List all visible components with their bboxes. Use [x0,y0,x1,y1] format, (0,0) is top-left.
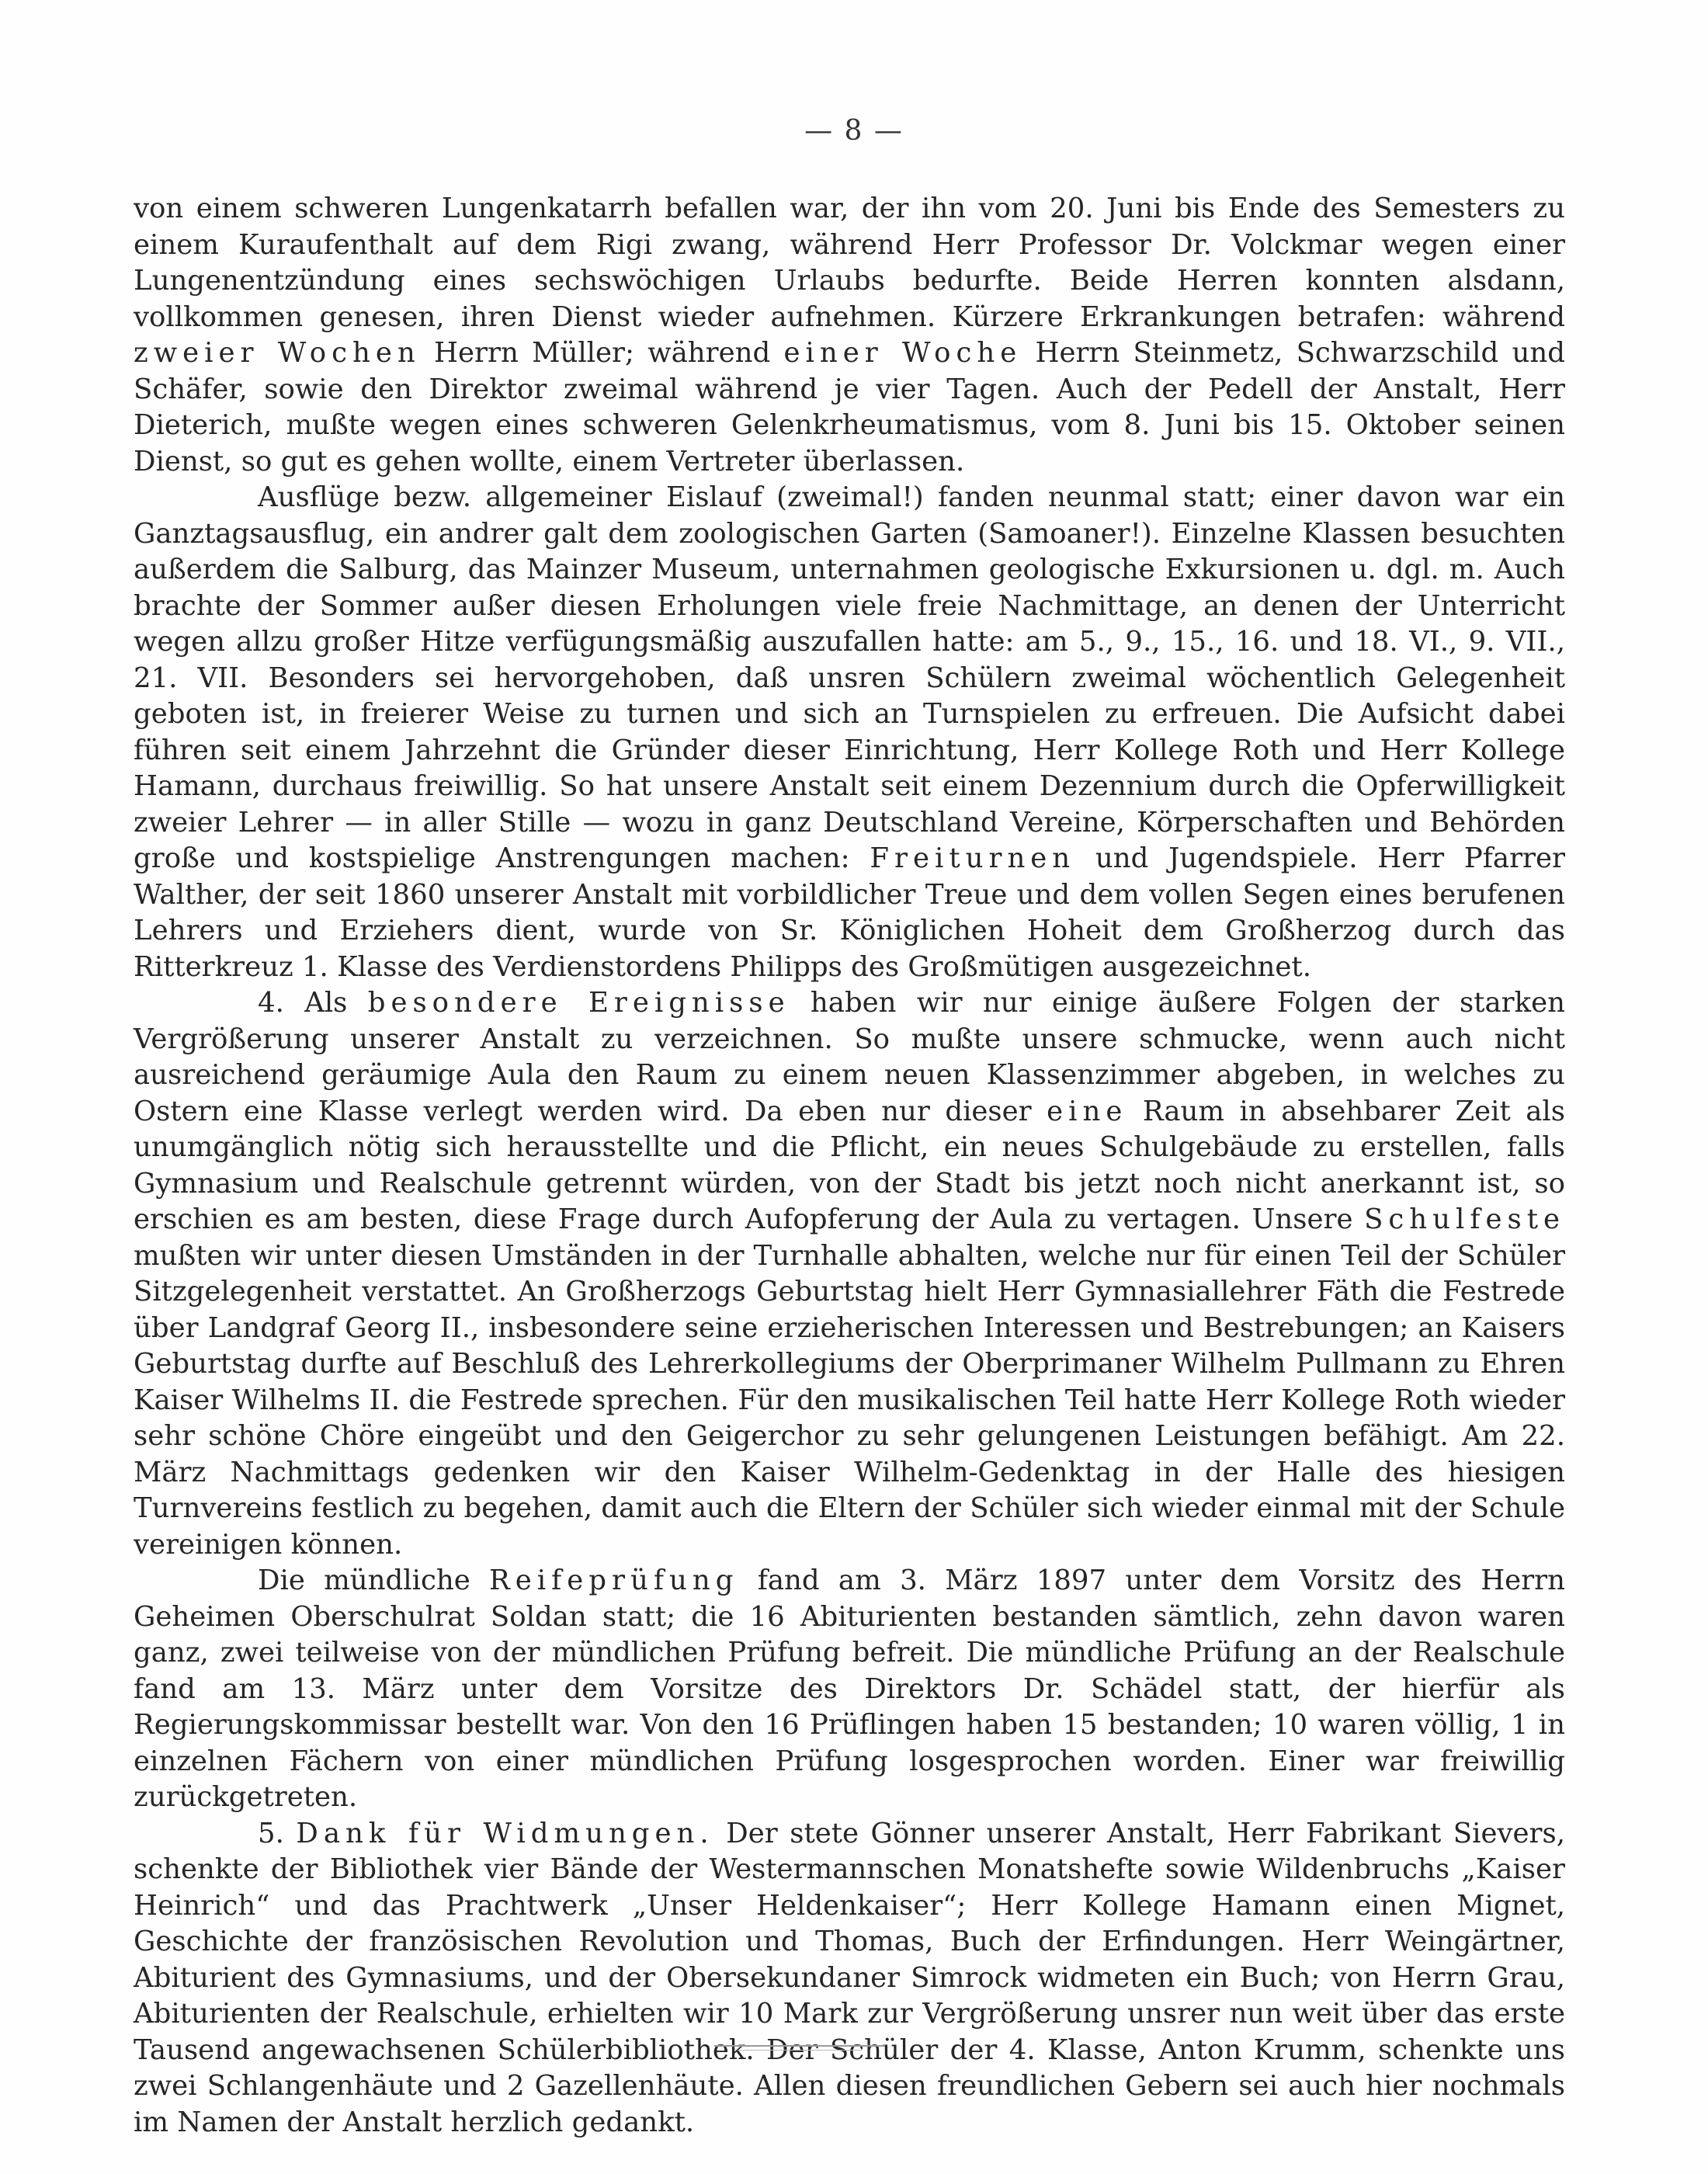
paragraph-text: Herrn Müller; während [420,337,784,369]
spaced-emphasis-text: zweier Wochen [134,337,421,369]
paragraph-donations [134,1816,1565,2141]
paragraph-text: Die mündliche [258,1565,490,1596]
paragraph-illness-report [134,191,1565,480]
paragraph-text: Herrn Steinmetz, Schwarzschild und Schäfer, sowie den Direktor zweimal während je vier Tagen. Auch der Pedell der Anstalt, Herr Dieterich, mußte wegen eines schweren Gelenkrheumatismus, vom 8. Juni bis 15. Oktober seinen Dienst, so gut es gehen wollte, einem Vertreter überlassen. [134,337,1565,478]
paragraph-text: mußten wir unter diesen Umständen in der Turnhalle abhalten, welche nur für einen Teil der Schüler Sitzgelegenheit verstattet. An Großherzogs Geburtstag hielt Herr Gymnasiallehrer Fäth die Festrede über Landgraf Georg II., insbesondere seine erzieherischen Interessen und Bestrebungen; an Kaisers Geburtstag durfte auf Beschluß des Lehrerkollegiums der Oberprimaner Wilhelm Pullmann zu Ehren Kaiser Wilhelms II. die Festrede sprechen. Für den musikalischen Teil hatte Herr Kollege Roth wieder sehr schöne Chöre eingeübt und den Geigerchor zu sehr gelungenen Leistungen befähigt. Am 22. März Nachmittags gedenken wir den Kaiser Wilhelm-Gedenktag in der Halle des hiesigen Turnvereins festlich zu begehen, damit auch die Eltern der Schüler sich wieder einmal mit der Schule vereinigen können. [134,1239,1565,1561]
paragraph-text: und Jugendspiele. Herr Pfarrer Walther, der seit 1860 unserer Anstalt mit vorbildlicher Treue und dem vollen Segen eines berufenen Lehrers und Erziehers dient, wurde von Sr. Königlichen Hoheit dem Großherzog durch das Ritterkreuz 1. Klasse des Verdienstordens Philipps des Großmütigen ausgezeichnet. [134,842,1566,983]
bottom-divider-secondary [738,2050,862,2051]
paragraph-text: fand am 3. März 1897 unter dem Vorsitz des Herrn Geheimen Oberschulrat Soldan statt; die 16 Abiturienten bestanden sämtlich, zehn davon waren ganz, zwei teilweise von der mündlichen Prüfung befreit. Die mündliche Prüfung an der Realschule fand am 13. März unter dem Vorsitze des Direktors Dr. Schädel statt, der hierfür als Regierungskommissar bestellt war. Von den 16 Prüflingen haben 15 bestanden; 10 waren völlig, 1 in einzelnen Fächern von einer mündlichen Prüfung losgesprochen worden. Einer war freiwillig zurückgetreten. [134,1565,1565,1813]
paragraph-text: Ausflüge bezw. allgemeiner Eislauf (zweimal!) fanden neunmal statt; einer davon war ein Ganztagsausflug, ein andrer galt dem zoologischen Garten (Samoaner!). Einzelne Klassen besuchten außerdem die Salburg, das Mainzer Museum, unternahmen geologische Exkursionen u. dgl. m. Auch brachte der Sommer außer diesen Erholungen viele freie Nachmittage, an denen der Unterricht wegen allzu großer Hitze verfügungsmäßig auszufallen hatte: am 5., 9., 15., 16. und 18. VI., 9. VII., 21. VII. Besonders sei hervorgehoben, daß unsren Schülern zweimal wöchentlich Gelegenheit geboten ist, in freierer Weise zu turnen und sich an Turnspielen zu erfreuen. Die Aufsicht dabei führen seit einem Jahrzehnt die Gründer dieser Einrichtung, Herr Kollege Roth und Herr Kollege Hamann, durchaus freiwillig. So hat unsere Anstalt seit einem Dezennium durch die Opferwilligkeit zweier Lehrer — in aller Stille — wozu in ganz Deutschland Vereine, Körperschaften und Behörden große und kostspielige Anstrengungen machen: [134,481,1565,874]
paragraph-text: Der stete Gönner unserer Anstalt, Herr Fabrikant Sievers, schenkte der Bibliothek vier Bände der Westermannschen Monatshefte sowie Wildenbruchs „Kaiser Heinrich“ und das Prachtwerk „Unser Heldenkaiser“; Herr Kollege Hamann einen Mignet, Geschichte der französischen Revolution und Thomas, Buch der Erfindungen. Herr Weingärtner, Abiturient des Gymnasiums, und der Obersekundaner Simrock widmeten ein Buch; von Herrn Grau, Abiturienten der Realschule, erhielten wir 10 Mark zur Vergrößerung unsrer nun weit über das erste Tausend angewachsenen Schülerbibliothek. Der Schüler der 4. Klasse, Anton Krumm, schenkte uns zwei Schlangenhäute und 2 Gazellenhäute. Allen diesen freundlichen Gebern sei auch hier nochmals im Namen der Anstalt herzlich gedankt. [134,1817,1566,2138]
paragraph-excursions [134,480,1565,985]
spaced-emphasis-text: Reifeprüfung [489,1565,739,1596]
body-text [134,191,1565,2141]
bottom-divider [714,2045,885,2047]
page-number: — 8 — [804,115,904,147]
paragraph-text: haben wir nur einige äußere Folgen der starken Vergrößerung unserer Anstalt zu verzeichnen. So mußte unsere schmucke, wenn auch nicht ausreichend geräumige Aula den Raum zu einem neuen Klassenzimmer abgeben, in welches zu Ostern eine Klasse verlegt werden wird. Da eben nur dieser [134,987,1565,1127]
paragraph-text: Raum in absehbarer Zeit als unumgänglich nötig sich herausstellte und die Pflicht, ein neues Schulgebäude zu erstellen, falls Gymnasium und Realschule getrennt würden, von der Stadt bis jetzt noch nicht anerkannt ist, so erschien es am besten, diese Frage durch Aufopferung der Aula zu vertagen. Unsere [134,1095,1565,1235]
spaced-emphasis-text: besondere Ereignisse [367,987,790,1019]
spaced-emphasis-text: einer Woche [783,337,1022,369]
paragraph-text: von einem schweren Lungenkatarrh befallen war, der ihn vom 20. Juni bis Ende des Semesters zu einem Kuraufenthalt auf dem Rigi zwang, während Herr Professor Dr. Volckmar wegen einer Lungenentzündung eines sechswöchigen Urlaubs bedurfte. Beide Herren konnten alsdann, vollkommen genesen, ihren Dienst wieder aufnehmen. Kürzere Erkrankungen betrafen: während [134,193,1565,333]
spaced-emphasis-text: eine [1047,1095,1128,1127]
paragraph-text: 4. Als [258,987,368,1019]
spaced-emphasis-text: Dank für Widmungen. [296,1817,714,1849]
spaced-emphasis-text: Freiturnen [870,842,1076,874]
paragraph-special-events [134,985,1565,1563]
paragraph-final-exam [134,1563,1565,1816]
paragraph-text: 5. [258,1817,297,1849]
spaced-emphasis-text: Schulfeste [1364,1203,1565,1235]
